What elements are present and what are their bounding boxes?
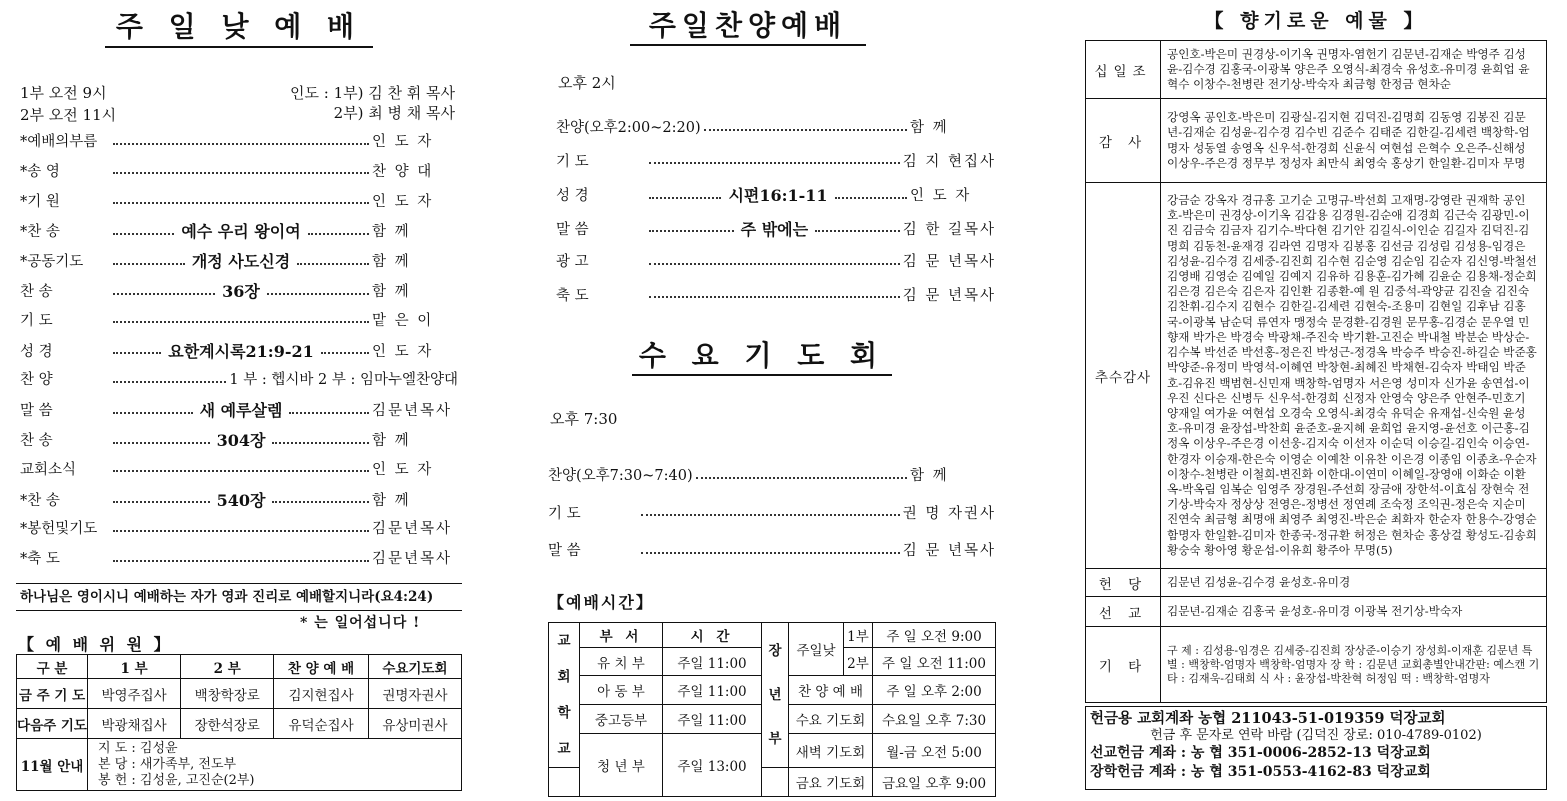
- order-label: 찬양(오후2:00~2:20): [556, 120, 701, 136]
- adult-time: 주 일 오전 11:00: [873, 648, 996, 676]
- order-person: 인 도 자: [372, 461, 434, 478]
- bank-scholarship: 장학헌금 계좌 : 농 협 351-0553-4162-83 덕장교회: [1090, 764, 1431, 780]
- sunday-service-title: 주 일 낮 예 배: [105, 8, 373, 48]
- order-label: 말 씀: [556, 221, 589, 238]
- november-line: 본 당 : 새가족부, 전도부: [98, 756, 237, 772]
- order-row: [20, 309, 458, 330]
- bank-mission: 선교헌금 계좌 : 농 협 351-0006-2852-13 덕장교회: [1090, 745, 1431, 761]
- leader-dots: [113, 560, 369, 562]
- service-time-1: 1부 오전 9시: [20, 84, 107, 102]
- wednesday-time: 오후 7:30: [550, 410, 618, 428]
- order-row: [556, 250, 996, 271]
- committee-table: [16, 654, 462, 791]
- offering-category: 십일조: [1086, 41, 1161, 99]
- order-person: 김 지 현집사: [902, 153, 996, 170]
- order-item: 새 예루살렘: [199, 401, 283, 421]
- order-person: 찬 양 대: [372, 163, 434, 180]
- order-label: 교회소식: [20, 461, 77, 478]
- order-row: [20, 219, 458, 242]
- order-row: [556, 150, 996, 171]
- committee-head-2: 2 부: [181, 655, 274, 679]
- adult-event: 금요 기도회: [789, 768, 873, 797]
- order-row: [548, 464, 996, 485]
- november-info: [88, 739, 462, 791]
- committee-head-0: 구 분: [17, 655, 88, 679]
- order-person: 함 께: [372, 254, 411, 271]
- order-label: 말 씀: [20, 403, 53, 420]
- order-row: [20, 428, 458, 451]
- order-label: *예배의부름: [20, 134, 98, 150]
- schedule-table: [548, 622, 996, 797]
- order-row: [20, 190, 458, 211]
- school-head-time: 시 간: [663, 623, 762, 648]
- order-person: 함 께: [910, 120, 949, 136]
- school-dept: 중고등부: [580, 705, 663, 734]
- leader-dots: [272, 442, 369, 444]
- adult-event: 새벽 기도회: [789, 734, 873, 768]
- order-item: 개정 사도신경: [191, 252, 291, 272]
- order-row: [548, 502, 996, 523]
- leader-dots: [641, 552, 900, 554]
- leader-dots: [113, 352, 161, 354]
- committee-row-label: 다음주 기도: [17, 709, 88, 739]
- leader-dots: [289, 412, 369, 414]
- adult-event: 찬 양 예 배: [789, 676, 873, 705]
- order-label: *기 원: [20, 193, 60, 210]
- order-label: 광 고: [556, 254, 589, 270]
- order-label: 찬양(오후7:30~7:40): [548, 468, 693, 484]
- order-person: 함 께: [372, 224, 411, 241]
- adult-time: 월-금 오전 5:00: [873, 734, 996, 768]
- leader-dots: [113, 321, 369, 323]
- order-label: 기 도: [548, 505, 581, 522]
- leader-dots: [113, 470, 369, 472]
- order-row: [20, 368, 458, 389]
- offering-title: 【 향기로운 예물 】: [1204, 10, 1428, 32]
- order-person: 김문년목사: [372, 403, 453, 420]
- committee-head-4: 수요기도회: [368, 655, 461, 679]
- leader-dots: [297, 263, 369, 265]
- order-person: 김 문 년목사: [902, 287, 996, 304]
- order-person: 맡 은 이: [372, 312, 434, 329]
- order-person: 함 께: [372, 492, 411, 509]
- school-label-spacer: [549, 768, 580, 797]
- committee-cell: 박영주집사: [88, 679, 181, 709]
- leader-1: 인도 : 1부) 김 찬 휘 목사: [290, 84, 455, 102]
- order-row: [556, 116, 996, 137]
- leader-dots: [113, 381, 226, 383]
- order-label: 성 경: [556, 188, 589, 204]
- leader-dots: [696, 477, 907, 479]
- leader-dots: [641, 514, 900, 516]
- leader-dots: [649, 197, 721, 199]
- order-row: [20, 488, 458, 511]
- leader-2: 2부) 최 병 채 목사: [333, 104, 455, 122]
- school-head-dept: 부 서: [580, 623, 663, 648]
- offering-names: 김문년-김재순 김홍국 윤성호-유미경 이광복 전기상-박숙자: [1161, 597, 1547, 627]
- leader-dots: [267, 293, 369, 295]
- order-label: 축 도: [556, 287, 589, 304]
- order-item: 주 밖에는: [740, 219, 809, 239]
- order-row: [20, 339, 458, 362]
- order-person: 김 한 길목사: [902, 221, 997, 238]
- school-dept: 아 동 부: [580, 676, 663, 705]
- order-person: 김문년목사: [372, 551, 453, 568]
- school-time: 주일 11:00: [663, 676, 762, 705]
- leader-dots: [272, 501, 369, 503]
- order-person: 권 명 자권사: [902, 505, 996, 522]
- leader-dots: [649, 162, 900, 164]
- november-line: 지 도 : 김성윤: [98, 740, 178, 756]
- school-time: 주일 11:00: [663, 705, 762, 734]
- order-person: 1 부 : 헵시바 2 부 : 임마누엘찬양대: [229, 372, 458, 389]
- offering-category: 헌 당: [1086, 569, 1161, 597]
- order-item: 시편16:1-11: [728, 186, 828, 205]
- praise-service-title: 주일찬양예배: [630, 8, 866, 46]
- order-row: [20, 398, 458, 421]
- order-row: [556, 183, 996, 206]
- order-person: 함 께: [372, 284, 411, 300]
- offering-names: 강영옥 공인호-박은미 김광실-김지현 김덕진-김명희 김동영 김봉진 김문년-김재순 김성윤-김수경 김수빈 김준수 김태준 김한길-김세련 백창학-엄명자 성동열 송영옥 신우석-한경희 신윤식 여현섭 은혁수 오은주-신해성 이상우-주은경 정무부 정성자 최만식 최영숙 홍상기 한일환-김미자 무명: [1161, 99, 1547, 183]
- committee-cell: 김지현집사: [274, 679, 369, 709]
- bank-note: 헌금 후 문자로 연락 바람 (김덕진 장로: 010-4789-0102): [1150, 728, 1482, 743]
- adult-time: 수요일 오후 7:30: [873, 705, 996, 734]
- order-row: [20, 249, 458, 272]
- order-person: 김문년목사: [372, 521, 453, 538]
- committee-head-3: 찬 양 예 배: [274, 655, 369, 679]
- service-time-2: 2부 오전 11시: [20, 106, 117, 124]
- order-item: 36장: [222, 282, 260, 301]
- committee-cell: 박광채집사: [88, 709, 181, 739]
- offering-category: 감 사: [1086, 99, 1161, 183]
- wednesday-title: 수 요 기 도 회: [632, 338, 892, 376]
- school-label: [549, 623, 580, 768]
- november-line: 봉 헌 : 김성윤, 고진순(2부): [98, 772, 255, 788]
- leader-dots: [704, 129, 907, 131]
- committee-cell: 백창학장로: [181, 679, 274, 709]
- standing-note: * 는 일어섭니다 !: [300, 615, 421, 631]
- committee-cell: 장한석장로: [181, 709, 274, 739]
- leader-dots: [113, 233, 174, 235]
- adult-part: 1부: [844, 623, 873, 648]
- adult-time: 금요일 오후 9:00: [873, 768, 996, 797]
- offering-category: 선 교: [1086, 597, 1161, 627]
- order-label: 성 경: [20, 343, 53, 360]
- committee-title: 【 예 배 위 원 】: [18, 635, 173, 654]
- leader-dots: [649, 263, 900, 265]
- order-label: 기 도: [20, 312, 53, 329]
- order-person: 김 문 년목사: [902, 543, 996, 559]
- order-item: 304장: [216, 431, 266, 450]
- verse-box: [16, 583, 462, 611]
- leader-dots: [113, 412, 193, 414]
- adult-time: 주 일 오후 2:00: [873, 676, 996, 705]
- school-label-text: 교 회 학 교: [557, 633, 571, 757]
- school-dept: 청 년 부: [580, 734, 663, 797]
- adult-label-spacer: [762, 768, 789, 797]
- bank-box: [1085, 706, 1547, 790]
- order-person: 인 도 자: [910, 188, 972, 204]
- order-label: *봉헌및기도: [20, 521, 98, 538]
- offering-category: 기 타: [1086, 627, 1161, 703]
- offering-names: 김문년 김성윤-김수경 윤성호-유미경: [1161, 569, 1547, 597]
- adult-label-text: 장 년 부: [768, 643, 782, 747]
- adult-time: 주 일 오전 9:00: [873, 623, 996, 648]
- praise-time: 오후 2시: [558, 74, 616, 92]
- order-label: 기 도: [556, 153, 589, 170]
- committee-row-label: 금 주 기 도: [17, 679, 88, 709]
- order-row: [20, 517, 458, 538]
- order-label: 찬 양: [20, 372, 53, 389]
- verse-text: 하나님은 영이시니 예배하는 자가 영과 진리로 예배할지니라(요4:24): [20, 589, 434, 605]
- order-person: 인 도 자: [372, 343, 434, 360]
- leader-dots: [308, 233, 369, 235]
- order-label: 찬 송: [20, 433, 53, 449]
- school-time: 주일 13:00: [663, 734, 762, 797]
- committee-head-1: 1 부: [88, 655, 181, 679]
- leader-dots: [113, 442, 210, 444]
- school-time: 주일 11:00: [663, 648, 762, 676]
- committee-cell: 유덕순집사: [274, 709, 369, 739]
- order-row: [20, 160, 458, 181]
- bank-main: 헌금용 교회계좌 농협 211043-51-019359 덕장교회: [1090, 710, 1446, 727]
- offering-table: [1085, 40, 1547, 703]
- offering-category: 추수감사: [1086, 183, 1161, 569]
- order-item: 요한계시록21:9-21: [168, 341, 314, 361]
- order-label: *찬 송: [20, 492, 60, 509]
- order-label: *송 영: [20, 163, 60, 180]
- order-item: 예수 우리 왕이여: [181, 222, 301, 242]
- school-dept: 유 치 부: [580, 648, 663, 676]
- order-label: 찬 송: [20, 284, 53, 300]
- order-label: 말 씀: [548, 543, 581, 559]
- leader-dots: [113, 202, 369, 204]
- schedule-title: 【예배시간】: [548, 593, 654, 612]
- leader-dots: [113, 263, 185, 265]
- committee-cell: 권명자권사: [368, 679, 461, 709]
- offering-names: 강금순 강옥자 경규홍 고기순 고명규-박선희 고재명-강영란 권재학 공인호-박은미 권경상-이기옥 김갑용 김경원-김순애 김경희 김근숙 김광민-이 진 김금숙 김금자 김기수-박다현 김기안 김길식-이인순 김길자 김덕진-김명희 김동천-윤재경 김라연 김명자 김봉홍 김선금 김성림 김성용-임경은 김성윤-김수경 김세중-김진희 김수현 김순영 김순임 김순자 김신영-박철선 김영배 김영순 김예일 김예지 김유하 김용훈-김가혜 김윤순 김용채-정순희 김은경 김은숙 김은자 김인환 김종환-예 원 김중석-곽양균 김진술 김진숙 김찬휘-김수지 김현수 김한길-김세련 김현숙-조용미 김현일 김후남 김홍국-이광복 남순덕 류연자 맹정숙 문경환-김경원 문무홍-김경순 문우열 민향재 박가은 박경숙 박광채-주진숙 박기환-고진순 박내철 박분순 박상순-김수복 박선준 박선홍-정은진 박성근-정경옥 박승주 박승진-하길순 박준홍 박양준-유정미 박영석-이혜연 박창현-최혜진 박채현-김숙자 박태임 박준호-김유진 백범현-신민재 백창학-엄명자 서은영 성미자 신가윤 송연섭-이우진 신다은 신병두 신우석-한경희 신정자 안영숙 양은주 안현주-민호기 양재일 여가윤 여현섭 오경숙 오영식-최경숙 유덕순 유재섭-신숙원 윤성호-유미경 윤장섭-박찬희 윤준호-윤지혜 윤희업 윤지영-윤선호 이근홍-김정옥 이상우-주은경 이선웅-김지숙 이선자 이순덕 이승길-김인숙 이승연-한경자 이승재-한은숙 이영순 이예찬 이유찬 이은경 이종임 이종초-우순자 이창수-천병란 이철희-변진화 이한대-이연미 이혜일-장영애 이화순 이환옥-박옥림 임복순 임영주 장경원-주선희 장금애 장한석-이효심 장현숙 전기상-박숙자 정상상 전영은-정병선 정연례 조숙정 조익권-정은숙 지순미 진연숙 최금형 최명애 최영주 최영진-박은순 최화자 한순자 한용수-강영순 함명자 한일환-김미자 한종국-정규환 허정은 현차순 홍상걸 황성도-김송희 황숭숙 황아영 황운섭-이유희 황주아 무명(5): [1161, 183, 1547, 569]
- order-row: [20, 547, 458, 568]
- offering-names: 공인호-박은미 권경상-이기옥 권명자-염헌기 김문년-김재순 박영주 김성윤-김수경 김홍국-이광복 양은주 오영식-최경숙 유성호-유미경 윤희업 윤혁수 이창수-천병란 전기상-박숙자 최금형 한정금 현차순: [1161, 41, 1547, 99]
- order-person: 인 도 자: [372, 134, 434, 150]
- adult-event: 수요 기도회: [789, 705, 873, 734]
- order-person: 함 께: [372, 433, 411, 449]
- sunday-label: 주일낮: [789, 623, 844, 676]
- order-label: *축 도: [20, 551, 60, 568]
- order-person: 인 도 자: [372, 193, 434, 210]
- leader-dots: [815, 230, 900, 232]
- order-row: [20, 279, 458, 302]
- order-row: [20, 458, 458, 479]
- order-row: [20, 130, 458, 151]
- order-row: [556, 284, 996, 305]
- adult-label: [762, 623, 789, 768]
- order-person: 김 문 년목사: [902, 254, 996, 270]
- leader-dots: [835, 197, 907, 199]
- order-label: *찬 송: [20, 224, 60, 241]
- leader-dots: [321, 352, 369, 354]
- leader-dots: [113, 293, 215, 295]
- order-row: [556, 217, 996, 240]
- offering-names: 구 제 : 김성용-임경은 김세중-김진희 장상준-이승기 장성희-이재훈 김문년 특 별 : 백창학-엄명자 백창학-엄명자 장 학 : 김문년 교회총별안내간판: 예스캔 기 타 : 김재욱-김태희 식 사 : 윤장섭-박찬혁 허정임 떡 : 백창학-엄명자: [1161, 627, 1547, 703]
- order-label: *공동기도: [20, 254, 84, 271]
- leader-dots: [649, 230, 734, 232]
- leader-dots: [113, 501, 210, 503]
- leader-dots: [113, 172, 369, 174]
- committee-cell: 유상미권사: [368, 709, 461, 739]
- november-label: 11월 안내: [17, 739, 88, 791]
- leader-dots: [649, 296, 900, 298]
- order-row: [548, 539, 996, 560]
- leader-dots: [113, 530, 369, 532]
- order-item: 540장: [216, 490, 266, 510]
- adult-part: 2부: [844, 648, 873, 676]
- order-person: 함 께: [910, 468, 949, 484]
- leader-dots: [113, 143, 369, 145]
